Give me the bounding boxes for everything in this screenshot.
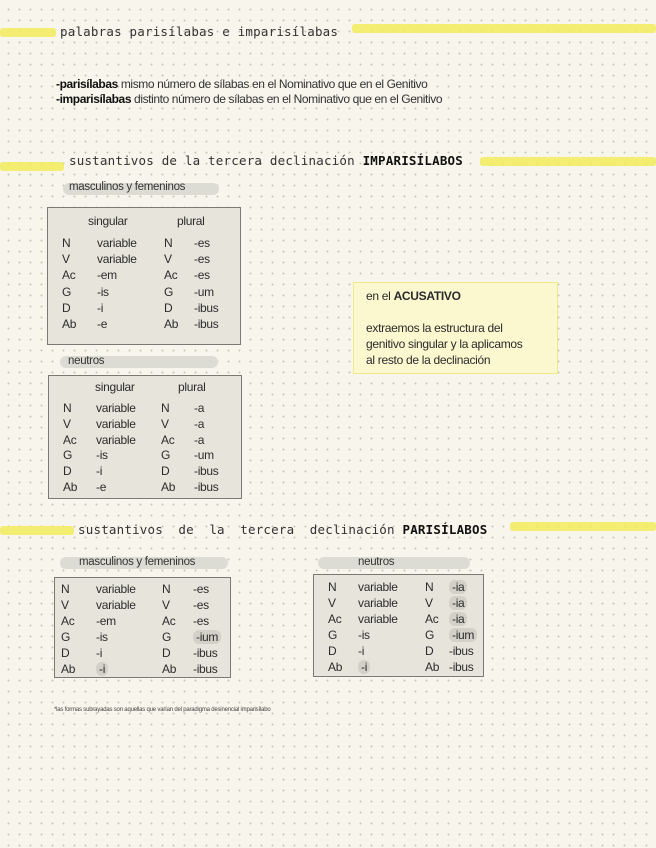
case-label: D (63, 464, 72, 479)
case-label: Ab (161, 480, 176, 494)
plural-ending: -ibus (449, 660, 474, 674)
singular-ending: variable (96, 582, 136, 596)
case-label: Ac (425, 612, 439, 626)
plural-ending: -um (194, 284, 214, 299)
case-label: Ac (62, 268, 76, 283)
case-label: D (61, 646, 70, 660)
case-label: Ac (61, 614, 75, 628)
highlight (0, 28, 56, 37)
singular-ending: -i (97, 300, 104, 315)
plural-ending: -a (194, 416, 205, 431)
singular-ending: -i (96, 464, 103, 479)
case-label: Ab (62, 317, 77, 331)
footnote: *las formas subrayadas son aquellas que varían del paradigma desinencial imparisílabo (54, 707, 271, 713)
label-neutros: neutros (68, 355, 105, 367)
plural-ending: -ia (449, 580, 467, 594)
case-label: N (63, 401, 72, 415)
singular-ending: variable (96, 401, 136, 415)
case-label: Ab (63, 480, 78, 494)
plural-ending: -um (194, 448, 214, 463)
case-label: N (164, 236, 173, 250)
singular-ending: -i (358, 660, 370, 674)
case-label: G (62, 284, 72, 299)
definitions (56, 77, 442, 107)
column-header-singular: singular (88, 214, 128, 228)
singular-ending: variable (358, 612, 398, 626)
plural-ending: -es (194, 268, 210, 283)
definition-imparisilabas (56, 92, 442, 107)
case-label: D (162, 646, 171, 660)
plural-ending: -ibus (194, 300, 219, 315)
case-label: V (425, 596, 433, 610)
singular-ending: -e (97, 317, 108, 331)
plural-ending: -ia (449, 596, 467, 610)
singular-ending: -em (96, 614, 116, 628)
plural-ending: -es (193, 582, 209, 596)
singular-ending: -i (358, 644, 365, 658)
case-label: D (164, 300, 173, 315)
highlight (0, 526, 74, 535)
plural-ending: -ibus (194, 464, 219, 479)
case-label: D (328, 644, 337, 658)
label-masculinos-femeninos: masculinos y femeninos (69, 181, 186, 193)
case-label: V (61, 598, 69, 612)
plural-ending: -ibus (194, 317, 219, 331)
case-label: V (62, 252, 70, 267)
case-label: Ac (328, 612, 342, 626)
case-label: N (328, 580, 337, 594)
case-label: G (328, 628, 338, 642)
table-parisilabos-neutros (313, 574, 484, 677)
case-label: V (162, 598, 170, 612)
singular-ending: variable (96, 416, 136, 431)
note-line: al resto de la declinación (366, 353, 491, 367)
case-label: Ab (425, 660, 440, 674)
case-label: Ab (61, 662, 76, 676)
case-label: V (164, 252, 172, 267)
case-label: N (62, 236, 71, 250)
case-label: N (425, 580, 434, 594)
plural-ending: -ia (449, 612, 467, 626)
table-parisilabos-masculinos (54, 577, 231, 678)
singular-ending: -e (96, 480, 107, 494)
singular-ending: variable (358, 580, 398, 594)
label-masculinos-femeninos: masculinos y femeninos (79, 556, 196, 568)
label-neutros: neutros (358, 556, 395, 568)
case-label: N (162, 582, 171, 596)
plural-ending: -ibus (193, 646, 218, 660)
case-label: Ab (328, 660, 343, 674)
plural-ending: -es (194, 236, 210, 250)
singular-ending: -is (97, 284, 109, 299)
plural-ending: -es (193, 614, 209, 628)
case-label: Ac (63, 432, 77, 447)
plural-ending: -a (194, 432, 205, 447)
definition-text: distinto número de sílabas en el Nominativo que en el Genitivo (131, 92, 443, 106)
plural-ending: -ibus (194, 480, 219, 494)
singular-ending: variable (96, 598, 136, 612)
case-label: N (161, 401, 170, 415)
plural-ending: -ium (449, 628, 477, 642)
case-label: Ab (162, 662, 177, 676)
case-label: D (425, 644, 434, 658)
plural-ending: -ibus (449, 644, 474, 658)
case-label: V (161, 416, 169, 431)
column-header-plural: plural (178, 380, 206, 394)
case-label: D (62, 300, 71, 315)
case-label: V (328, 596, 336, 610)
plural-ending: -a (194, 401, 205, 415)
singular-ending: -is (96, 448, 108, 463)
singular-ending: variable (358, 596, 398, 610)
singular-ending: variable (96, 432, 136, 447)
note-line: extraemos la estructura del (366, 321, 503, 335)
case-label: G (425, 628, 435, 642)
case-label: Ac (164, 268, 178, 283)
heading-parisilabas-imparisilabas: palabras parisílabas e imparisílabas (60, 24, 339, 39)
case-label: G (63, 448, 73, 463)
singular-ending: -i (96, 646, 103, 660)
term-imparisilabas: -imparisílabas (56, 92, 132, 106)
note-line: genitivo singular y la aplicamos (366, 337, 523, 351)
note-acusativo (353, 282, 558, 374)
highlight (510, 522, 656, 531)
plural-ending: -es (193, 598, 209, 612)
definition-text: mismo número de sílabas en el Nominativo que en el Genitivo (117, 77, 428, 91)
column-header-singular: singular (95, 380, 135, 394)
plural-ending: -ibus (193, 662, 218, 676)
case-label: D (161, 464, 170, 479)
table-imparisilabos-neutros (48, 375, 242, 499)
plural-ending: -es (194, 252, 210, 267)
highlight (480, 157, 656, 166)
note-title: en el ACUSATIVO (366, 289, 461, 303)
table-imparisilabos-masculinos (47, 207, 241, 345)
case-label: G (162, 630, 172, 644)
singular-ending: -em (97, 268, 117, 283)
case-label: Ac (161, 432, 175, 447)
singular-ending: -is (358, 628, 370, 642)
term-parisilabas: -parisílabas (56, 77, 118, 91)
highlight (352, 24, 656, 33)
highlight (0, 162, 64, 171)
case-label: G (164, 284, 174, 299)
case-label: G (61, 630, 71, 644)
case-label: Ab (164, 317, 179, 331)
case-label: V (63, 416, 71, 431)
singular-ending: variable (97, 252, 137, 267)
singular-ending: -i (96, 662, 108, 676)
heading-parisilabos: sustantivos de la tercera declinación PARISÍLABOS (78, 522, 488, 537)
singular-ending: -is (96, 630, 108, 644)
case-label: Ac (162, 614, 176, 628)
case-label: N (61, 582, 70, 596)
definition-parisilabas (56, 77, 442, 92)
column-header-plural: plural (177, 214, 205, 228)
case-label: G (161, 448, 171, 463)
heading-imparisilabos: sustantivos de la tercera declinación IMPARISÍLABOS (69, 153, 464, 168)
plural-ending: -ium (193, 630, 221, 644)
singular-ending: variable (97, 236, 137, 250)
